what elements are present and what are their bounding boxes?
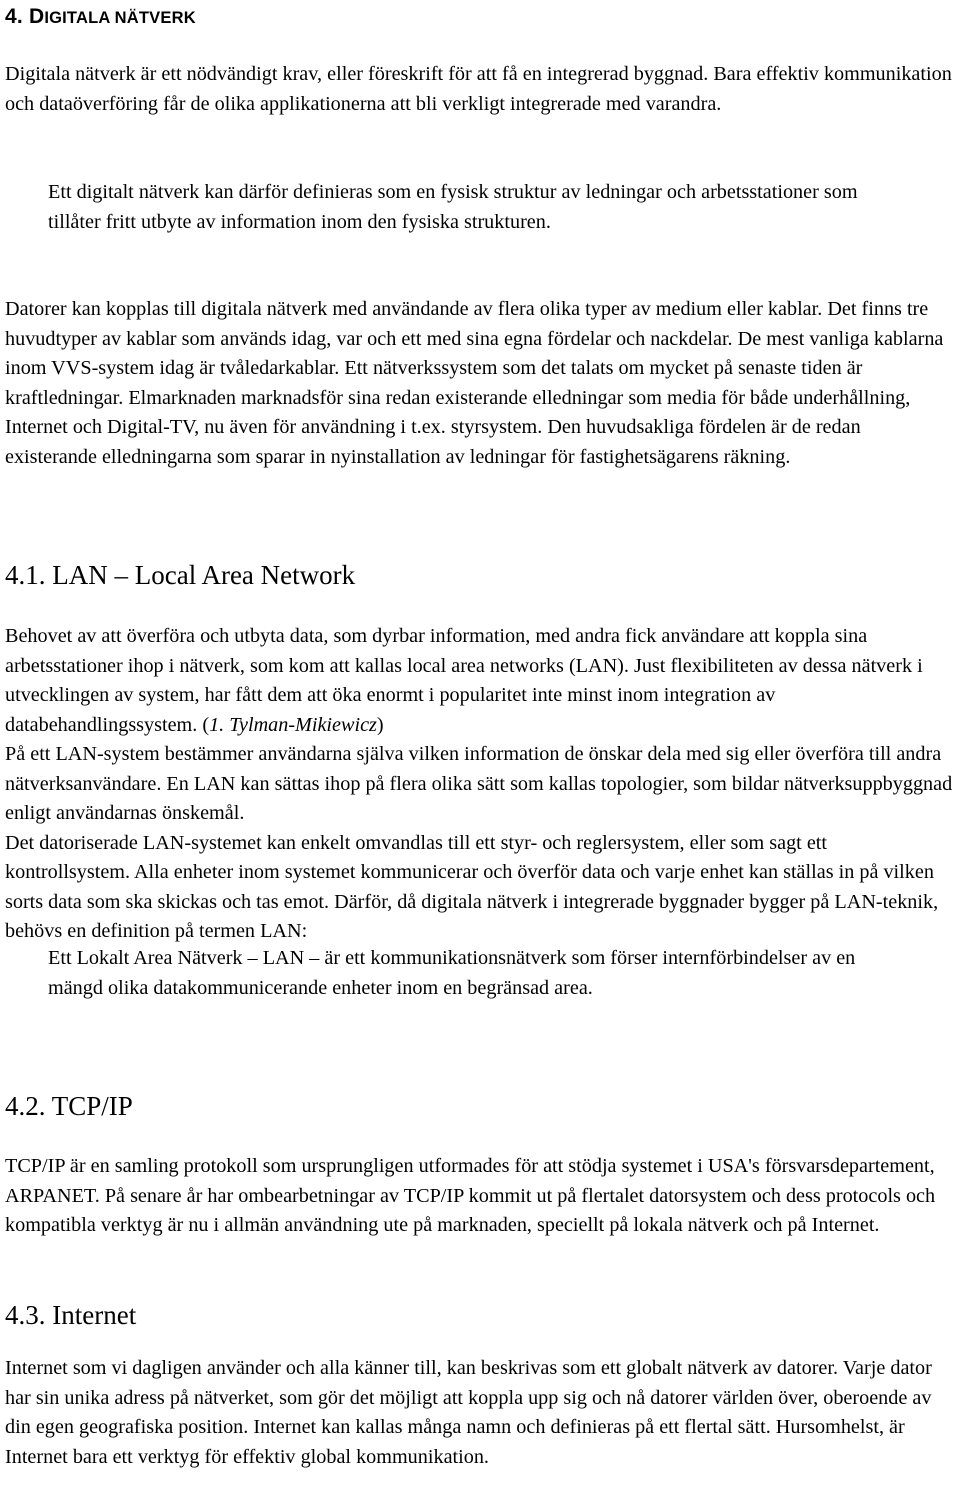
lan-paragraph-1-text: Behovet av att överföra och utbyta data, som dyrbar information, med andra fick användare att koppla sina arbetsstationer ihop i nätverk, som kom att kallas local area networks (LAN). Just flexibiliteten av dessa nätverk i utvecklingen av system, har fått dem att öka enormt i popularitet inte minst inom integration av databehandlingssystem. ( xyxy=(5,625,923,736)
lan-paragraph-2: På ett LAN-system bestämmer användarna själva vilken information de önskar dela med sig eller överföra till andra nätverksanvändare. En LAN kan sättas ihop på flera olika sätt som kallas topologier, som bildar nätverksuppbyggnad enligt användarnas önskemål. xyxy=(5,743,953,824)
cables-paragraph: Datorer kan kopplas till digitala nätverk med användande av flera olika typer av medium eller kablar. Det finns tre huvudtyper av kablar som används idag, var och ett med sina egna fördelar och nackdelar. De mest vanliga kablarna inom VVS-system idag är tvåledarkablar. Ett nätverkssystem som det talats om mycket på senaste tiden är kraftledningar. Elmarknaden marknadsför sina redan existerande elledningar som media för både underhållning, Internet och Digital-TV, nu även för användning i t.ex. styrsystem. Den huvudsakliga fördelen är de redan existerande elledningarna som sparar in nyinstallation av ledningar för fastighetsägarens räkning. xyxy=(5,298,944,468)
section-heading-internet: 4.3. Internet xyxy=(5,1300,137,1330)
document-page xyxy=(5,0,957,1468)
lan-paragraph-1 xyxy=(5,622,957,740)
section-heading-lan: 4.1. LAN – Local Area Network xyxy=(5,560,356,590)
chapter-heading xyxy=(5,3,957,32)
citation: 1. Tylman-Mikiewicz xyxy=(209,713,377,736)
citation-close: ) xyxy=(376,713,384,736)
chapter-title-rest: IGITALA NÄTVERK xyxy=(44,9,196,27)
lan-paragraph-3: Det datoriserade LAN-systemet kan enkelt omvandlas till ett styr- och reglersystem, eller som sagt ett kontrollsystem. Alla enheter inom systemet kommunicerar och överför data och varje enhet kan ställas in på vilken sorts data som ska skickas och tas emot. Därför, då digitala nätverk i integrerade byggnader bygger på LAN-teknik, behövs en definition på termen LAN: xyxy=(5,831,939,942)
tcpip-paragraph: TCP/IP är en samling protokoll som ursprungligen utformades för att stödja systemet i USA's försvarsdepartement, ARPANET. På senare år har ombearbetningar av TCP/IP kommit ut på flertalet datorsystem och dess protocols och kompatibla verktyg är nu i allmän användning ute på marknaden, speciellt på lokala nätverk och på Internet. xyxy=(5,1155,936,1236)
network-definition: Ett digitalt nätverk kan därför definieras som en fysisk struktur av ledningar och arbetsstationer som tillåter fritt utbyte av information inom den fysiska strukturen. xyxy=(48,181,858,233)
chapter-first-letter: D xyxy=(28,5,45,28)
lan-body xyxy=(5,622,957,947)
lan-definition: Ett Lokalt Area Nätverk – LAN – är ett kommunikationsnätverk som förser internförbindelser av en mängd olika datakommunicerande enheter inom en begränsad area. xyxy=(48,947,856,999)
chapter-number: 4. xyxy=(5,5,29,28)
intro-paragraph: Digitala nätverk är ett nödvändigt krav, eller föreskrift för att få en integrerad byggnad. Bara effektiv kommunikation och dataöverföring får de olika applikationerna att bli verkligt integrerade med varandra. xyxy=(5,63,952,115)
section-heading-tcpip: 4.2. TCP/IP xyxy=(5,1091,133,1121)
internet-paragraph: Internet som vi dagligen använder och alla känner till, kan beskrivas som ett globalt nätverk av datorer. Varje dator har sin unika adress på nätverket, som gör det möjligt att koppla upp sig och nå datorer världen över, oberoende av din egen geografiska position. Internet kan kallas många namn och definieras på ett flertal sätt. Hursomhelst, är Internet bara ett verktyg för effektiv global kommunikation. xyxy=(5,1357,932,1468)
